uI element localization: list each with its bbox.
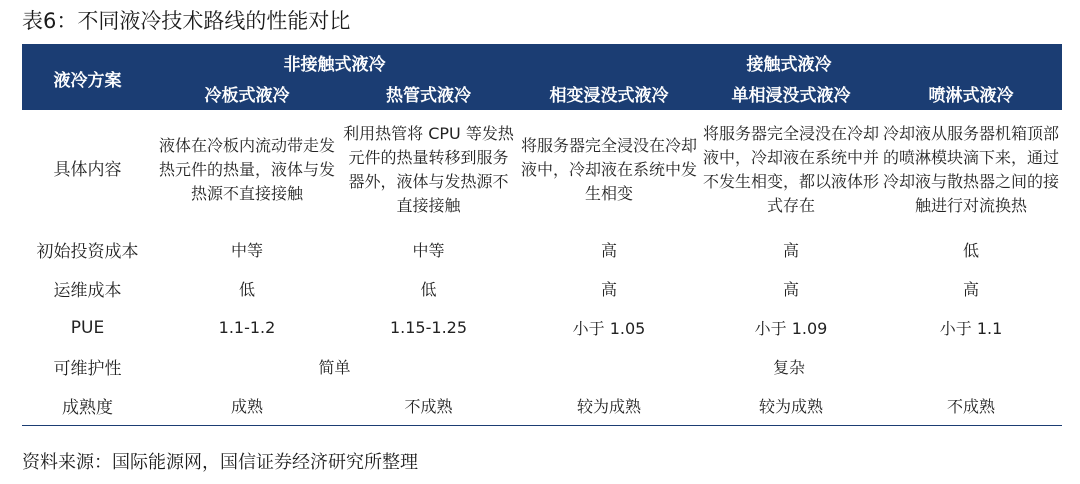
table-cell-merged: 复杂 <box>773 358 806 377</box>
table-row-initial-cost <box>22 230 1062 269</box>
table-cell: 低 <box>238 280 255 299</box>
source-note: 资料来源：国际能源网，国信证券经济研究所整理 <box>22 452 418 473</box>
table-row-maturity <box>22 386 1062 426</box>
table-caption: 表6：不同液冷技术路线的性能对比 <box>22 9 351 33</box>
row-label-maturity: 成熟度 <box>22 386 153 426</box>
table-cell: 中等 <box>230 241 263 260</box>
table-cell: 高 <box>782 241 799 260</box>
table-cell: 中等 <box>412 241 445 260</box>
table-row-pue <box>22 308 1062 347</box>
table-cell: 液体在冷板内流动带走发热元件的热量，液体与发热源不直接接触 <box>158 136 335 203</box>
table-cell: 1.15-1.25 <box>389 318 468 337</box>
header-row-columns <box>22 77 1062 110</box>
column-header-phase-change-immersion: 相变浸没式液冷 <box>516 77 702 110</box>
table-cell: 较为成熟 <box>702 386 880 426</box>
table-cell: 高 <box>963 280 980 299</box>
comparison-table <box>22 44 1062 426</box>
table-cell: 低 <box>963 241 980 260</box>
column-header-heat-pipe: 热管式液冷 <box>341 77 516 110</box>
table-cell: 成熟 <box>153 386 341 426</box>
row-label-om-cost: 运维成本 <box>53 281 122 301</box>
table-cell: 将服务器完全浸没在冷却液中，冷却液在系统中发生相变 <box>520 136 697 203</box>
row-label-maintainability: 可维护性 <box>53 359 122 379</box>
group-header-contact: 接触式液冷 <box>516 46 1062 78</box>
table-cell: 不成熟 <box>341 386 516 426</box>
table-cell: 低 <box>420 280 437 299</box>
table-cell: 利用热管将 CPU 等发热元件的热量转移到服务器外，液体与发热源不直接接触 <box>343 124 514 215</box>
table-cell: 高 <box>782 280 799 299</box>
table-cell: 不成熟 <box>880 386 1062 426</box>
row-label-initial-cost: 初始投资成本 <box>36 242 139 262</box>
row-label-pue: PUE <box>70 317 105 338</box>
table-cell-merged: 简单 <box>318 358 351 377</box>
column-header-spray: 喷淋式液冷 <box>880 77 1062 110</box>
header-row-groups <box>22 46 1062 78</box>
column-header-single-phase-immersion: 单相浸没式液冷 <box>702 77 880 110</box>
table-cell: 高 <box>600 241 617 260</box>
corner-header: 液冷方案 <box>22 46 153 111</box>
table-cell: 较为成熟 <box>516 386 702 426</box>
table-cell: 小于 1.1 <box>939 319 1003 338</box>
table-row-maintainability <box>22 347 1062 386</box>
table-row-content <box>22 110 1062 230</box>
table-body <box>22 110 1062 426</box>
table-cell: 小于 1.05 <box>572 319 646 338</box>
table-cell: 小于 1.09 <box>754 319 828 338</box>
table-cell: 1.1-1.2 <box>218 318 276 337</box>
row-label-content: 具体内容 <box>53 160 122 180</box>
group-header-non-contact: 非接触式液冷 <box>153 46 516 78</box>
table-header <box>22 46 1062 111</box>
table-cell: 冷却液从服务器机箱顶部的喷淋模块滴下来，通过冷却液与散热器之间的接触进行对流换热 <box>883 124 1060 215</box>
table-cell: 将服务器完全浸没在冷却液中，冷却液在系统中并不发生相变，都以液体形式存在 <box>703 124 880 215</box>
table-row-om-cost <box>22 269 1062 308</box>
column-header-cold-plate: 冷板式液冷 <box>153 77 341 110</box>
table-cell: 高 <box>600 280 617 299</box>
